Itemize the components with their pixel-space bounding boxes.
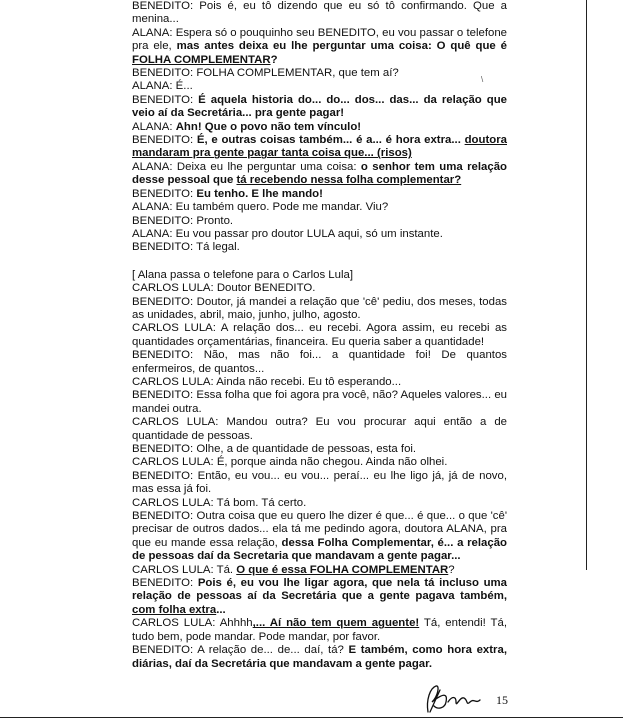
handwritten-signature — [418, 682, 488, 716]
dialogue-text: BENEDITO: Essa folha que foi agora pra você, não? Aqueles valores... eu mandei outra. — [132, 389, 507, 415]
dialogue-line — [132, 564, 507, 577]
dialogue-text: doutora mandaram pra gente pagar tanta coisa que... (risos) — [132, 134, 507, 160]
dialogue-text: CARLOS LULA: Doutor BENEDITO. — [132, 282, 316, 295]
dialogue-line — [132, 322, 507, 349]
dialogue-line — [132, 349, 507, 376]
dialogue-text: CARLOS LULA: Tá. — [132, 563, 237, 576]
dialogue-text: ? — [270, 53, 278, 66]
dialogue-text: ALANA: Deixa eu lhe perguntar uma coisa: — [132, 160, 361, 173]
dialogue-line — [132, 27, 507, 67]
dialogue-text: E também, como hora extra, diárias, daí da Secretária que mandavam a gente pagar. — [132, 644, 507, 670]
dialogue-text: BENEDITO: A relação de... de... daí, tá? — [132, 644, 349, 657]
dialogue-text: com folha extra — [132, 603, 217, 616]
footer-rule — [0, 717, 623, 718]
dialogue-text: o senhor tem uma relação desse pessoal que — [132, 160, 507, 187]
dialogue-text: ... — [216, 603, 226, 616]
dialogue-text: CARLOS LULA: Ahhhh — [132, 617, 253, 630]
dialogue-line — [132, 67, 507, 80]
dialogue-line — [132, 121, 507, 134]
margin-line — [586, 0, 587, 570]
dialogue-text: Eu tenho. E lhe mando! — [196, 187, 323, 200]
dialogue-text: ALANA: Eu vou passar pro doutor LULA aqui, só um instante. — [132, 227, 443, 240]
dialogue-line — [132, 617, 507, 644]
dialogue-text: BENEDITO: Não, mas não foi... a quantidade foi! De quantos enfermeiros, de quantos... — [132, 349, 507, 375]
dialogue-text: ALANA: Espera só o pouquinho seu BENEDITO, eu vou passar o telefone pra ele, — [132, 26, 507, 53]
dialogue-text: BENEDITO: Doutor, já mandei a relação que 'cê' pediu, dos meses, todas as unidades, abril, maio, junho, julho, agosto. — [132, 295, 507, 321]
dialogue-line — [132, 644, 507, 671]
dialogue-text: BENEDITO: FOLHA COMPLEMENTAR, que tem aí? — [132, 67, 399, 80]
dialogue-text: CARLOS LULA: A relação dos... eu recebi. Agora assim, eu recebi as quantidades orçamentárias, financeira. Eu queria saber a quantidade! — [132, 322, 507, 348]
dialogue-text: [ Alana passa o telefone para o Carlos Lula] — [132, 268, 353, 281]
dialogue-line — [132, 0, 507, 27]
dialogue-text: mas antes deixa eu lhe perguntar uma coisa: O quê que é — [176, 40, 507, 53]
dialogue-text: É aquela historia do... do... dos... das... da relação que veio aí da Secretária... pra gente pagar! — [132, 93, 507, 120]
dialogue-text: BENEDITO: Então, eu vou... eu vou... peraí... eu lhe ligo já, já de novo, mas essa já foi. — [132, 469, 507, 496]
dialogue-line — [132, 510, 507, 564]
dialogue-line — [132, 269, 507, 282]
dialogue-text: BENEDITO: Pronto. — [132, 214, 234, 227]
dialogue-text: ? — [448, 563, 455, 576]
dialogue-text: CARLOS LULA: Mandou outra? Eu vou procurar aqui então a de quantidade de pessoas. — [132, 416, 507, 442]
dialogue-text: BENEDITO: — [132, 93, 199, 106]
dialogue-line — [132, 215, 507, 228]
dialogue-text: BENEDITO: Olhe, a de quantidade de pessoas, esta foi. — [132, 443, 417, 455]
dialogue-text: ALANA: — [132, 120, 176, 133]
dialogue-line — [132, 228, 507, 241]
dialogue-line — [132, 443, 507, 456]
dialogue-text: É, e outras coisas também... é a... é hora extra... — [196, 134, 465, 147]
dialogue-text: BENEDITO: Tá legal. — [132, 241, 240, 254]
dialogue-text: dessa Folha Complementar, é... a relação de pessoas daí da Secretaria que mandavam a gente pagar... — [132, 536, 507, 563]
dialogue-line — [132, 389, 507, 416]
dialogue-text: BENEDITO: — [132, 577, 198, 590]
page-number: 15 — [496, 693, 508, 707]
dialogue-line — [132, 577, 507, 617]
dialogue-line — [132, 470, 507, 497]
stray-mark: \ — [481, 75, 484, 84]
transcript-body — [132, 0, 507, 671]
dialogue-line — [132, 497, 507, 510]
paragraph-gap — [132, 255, 507, 269]
dialogue-text: Tá, entendi! Tá, tudo bem, pode mandar. Pode mandar, por favor. — [132, 617, 507, 643]
dialogue-text: BENEDITO: — [132, 134, 197, 147]
dialogue-line — [132, 296, 507, 323]
dialogue-line — [132, 241, 507, 254]
dialogue-line — [132, 201, 507, 214]
dialogue-line — [132, 80, 507, 93]
dialogue-text: Ahn! Que o povo não tem vínculo! — [175, 120, 362, 133]
dialogue-text: CARLOS LULA: Tá bom. Tá certo. — [132, 496, 307, 509]
dialogue-text: CARLOS LULA: É, porque ainda não chegou. Ainda não olhei. — [132, 456, 448, 469]
dialogue-line — [132, 456, 507, 469]
dialogue-text: CARLOS LULA: Ainda não recebi. Eu tô esperando... — [132, 375, 402, 388]
dialogue-line — [132, 282, 507, 295]
dialogue-line — [132, 94, 507, 121]
dialogue-text: Pois é, eu vou lhe ligar agora, que nela tá incluso uma relação de pessoas aí da Secretária que a gente pagava também, — [132, 577, 507, 603]
dialogue-line — [132, 161, 507, 188]
dialogue-text: ALANA: Eu também quero. Pode me mandar. Viu? — [132, 201, 389, 214]
dialogue-line — [132, 416, 507, 443]
dialogue-text: FOLHA COMPLEMENTAR — [132, 53, 271, 66]
dialogue-text: O que é essa FOLHA COMPLEMENTAR — [236, 563, 449, 576]
dialogue-line — [132, 188, 507, 201]
dialogue-text: ,... Aí não tem quem aguente! — [252, 617, 420, 630]
dialogue-text: ALANA: É... — [132, 80, 193, 93]
dialogue-text: tá recebendo nessa folha complementar? — [236, 174, 462, 187]
dialogue-text: BENEDITO: Pois é, eu tô dizendo que eu só tô confirmando. Que a menina... — [132, 0, 507, 26]
dialogue-text: BENEDITO: — [132, 187, 197, 200]
dialogue-line — [132, 376, 507, 389]
dialogue-text: BENEDITO: Outra coisa que eu quero lhe dizer é que... é que... o que 'cê' precisar de outros dados... ela tá me pedindo agora, doutora ALANA, pra que eu mande essa relação, — [132, 510, 507, 549]
dialogue-line — [132, 134, 507, 161]
